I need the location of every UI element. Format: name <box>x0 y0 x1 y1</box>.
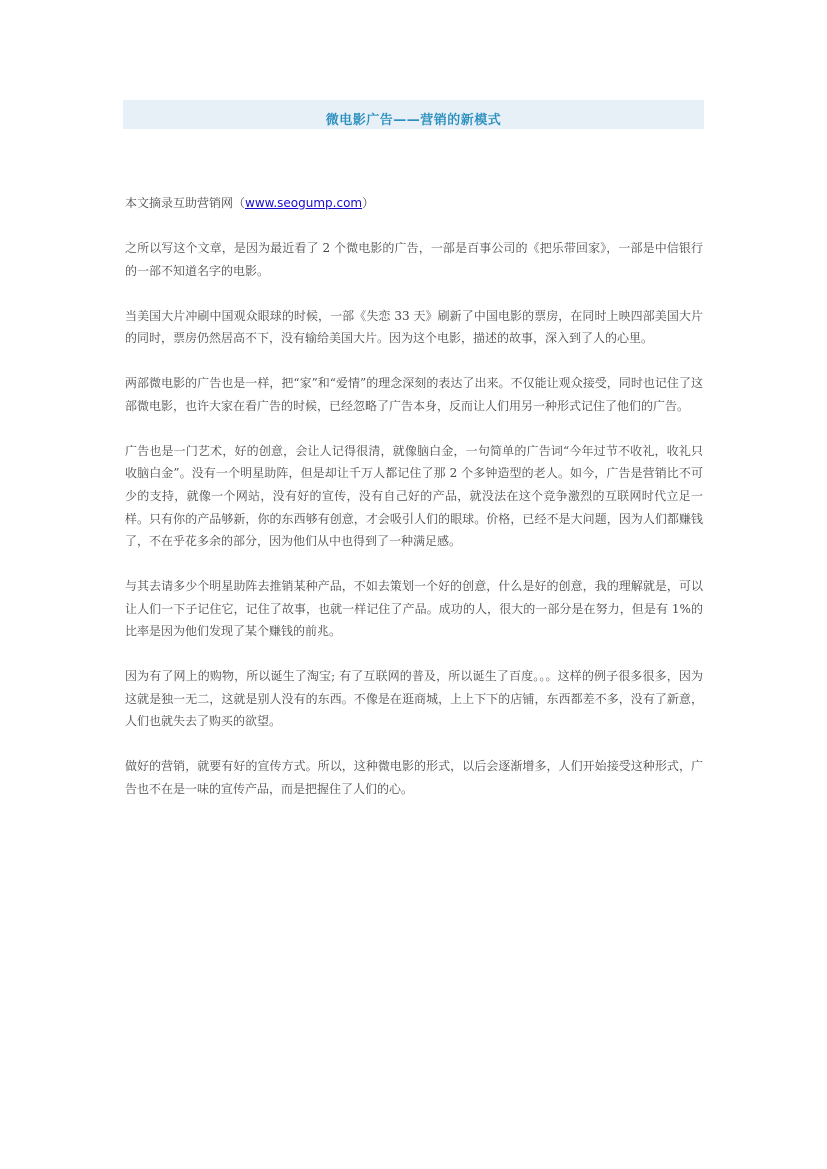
title-banner <box>123 100 704 129</box>
paragraph-3: 两部微电影的广告也是一样，把“家”和“爱情”的理念深刻的表达了出来。不仅能让观众接受，同时也记住了这部微电影，也许大家在看广告的时候，已经忽略了广告本身，反而让人们用另一种形式记住了他们的广告。 <box>125 376 703 413</box>
paragraph-1: 之所以写这个文章，是因为最近看了 2 个微电影的广告，一部是百事公司的《把乐带回家》，一部是中信银行的一部不知道名字的电影。 <box>125 240 703 278</box>
source-prefix: 本文摘录互助营销网（ <box>125 196 246 210</box>
article-body <box>125 192 703 823</box>
paragraph-4: 广告也是一门艺术，好的创意，会让人记得很清，就像脑白金，一句简单的广告词“今年过节不收礼，收礼只收脑白金”。没有一个明星助阵，但是却让千万人都记住了那 2 个多钟造型的老人。如今，广告是营销比不可少的支持，就像一个网站，没有好的宣传，没有自己好的产品，就没法在这个竞争激烈的互联网时代立足一样。只有你的产品够新，你的东西够有创意，才会吸引人们的眼球。价格，已经不是大问题，因为人们都赚钱了，不在乎花多余的部分，因为他们从中也得到了一种满足感。 <box>125 443 703 549</box>
source-line <box>125 192 703 215</box>
paragraph-2: 当美国大片冲刷中国观众眼球的时候，一部《失恋 33 天》刷新了中国电影的票房，在同时上映四部美国大片的同时，票房仍然居高不下，没有输给美国大片。因为这个电影，描述的故事，深入到了人的心里。 <box>125 308 703 346</box>
paragraph-7: 做好的营销，就要有好的宣传方式。所以，这种微电影的形式，以后会逐渐增多，人们开始接受这种形式，广告也不在是一味的宣传产品，而是把握住了人们的心。 <box>125 759 703 797</box>
paragraph-5: 与其去请多少个明星助阵去推销某种产品，不如去策划一个好的创意，什么是好的创意，我的理解就是，可以让人们一下子记住它，记住了故事，也就一样记住了产品。成功的人，很大的一部分是在努力，但是有 1%的比率是因为他们发现了某个赚钱的前兆。 <box>125 579 703 639</box>
page-title: 微电影广告——营销的新模式 <box>325 113 502 128</box>
source-suffix: ） <box>362 196 375 210</box>
paragraph-6: 因为有了网上的购物，所以诞生了淘宝; 有了互联网的普及，所以诞生了百度。。。这样的例子很多很多，因为这就是独一无二，这就是别人没有的东西。不像是在逛商城，上上下下的店铺，东西都差不多，没有了新意，人们也就失去了购买的欲望。 <box>125 669 703 729</box>
source-link[interactable]: www.seogump.com <box>245 196 363 210</box>
